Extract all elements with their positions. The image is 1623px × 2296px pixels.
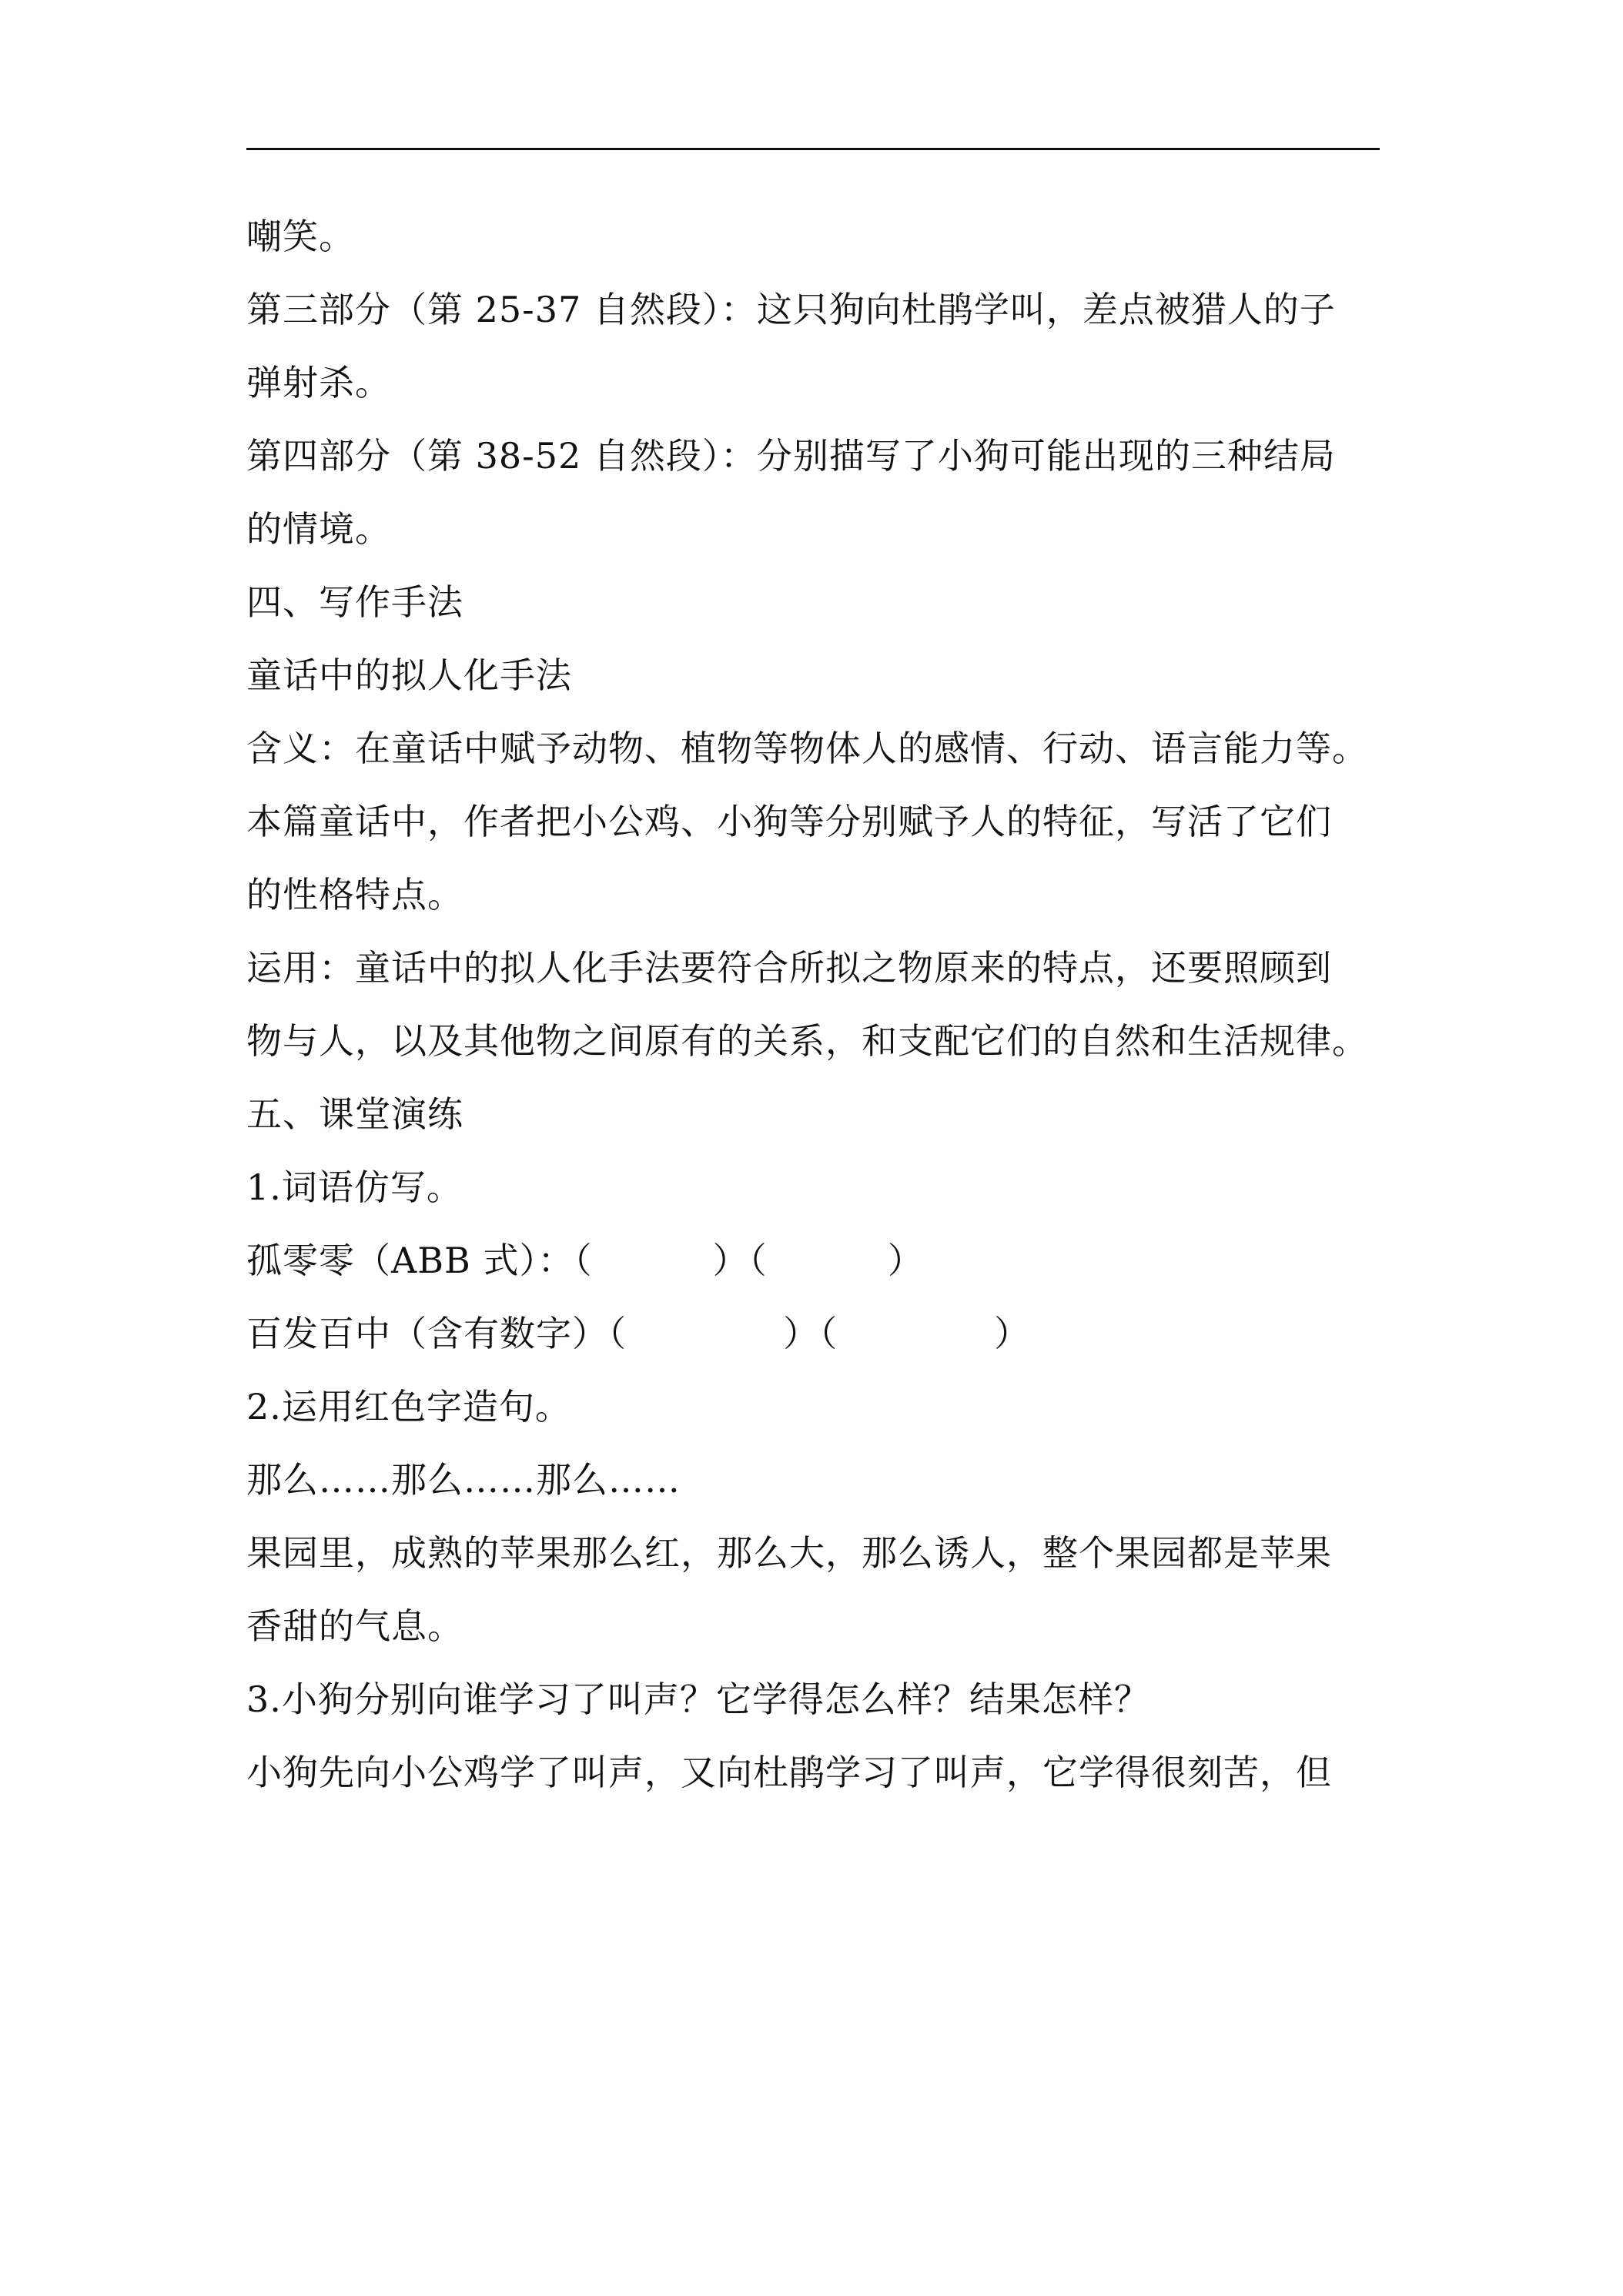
text-line: 物与人，以及其他物之间原有的关系，和支配它们的自然和生活规律。 <box>246 1020 1368 1062</box>
text-line: 运用：童话中的拟人化手法要符合所拟之物原来的特点，还要照顾到 <box>246 947 1332 989</box>
header-rule <box>246 148 1380 150</box>
section-heading: 五、课堂演练 <box>246 1093 463 1135</box>
text-line: 本篇童话中，作者把小公鸡、小狗等分别赋予人的特征，写活了它们 <box>246 801 1332 842</box>
text-line: 那么……那么……那么…… <box>246 1459 681 1501</box>
text-line: 第三部分（第 25-37 自然段）：这只狗向杜鹃学叫，差点被猎人的子 <box>246 289 1336 330</box>
text-line: 果园里，成熟的苹果那么红，那么大，那么诱人，整个果园都是苹果 <box>246 1532 1332 1574</box>
section-heading: 四、写作手法 <box>246 581 463 623</box>
text-line: 嘲笑。 <box>246 216 355 257</box>
document-body <box>246 200 1386 1809</box>
text-line: 香甜的气息。 <box>246 1605 463 1647</box>
fill-in-blank-line: 孤零零（ABB 式）：（ ）（ ） <box>246 1240 924 1281</box>
fill-in-blank-line: 百发百中（含有数字）（ ）（ ） <box>246 1313 1031 1354</box>
text-line: 的情境。 <box>246 508 391 550</box>
text-line: 第四部分（第 38-52 自然段）：分别描写了小狗可能出现的三种结局 <box>246 435 1336 477</box>
text-line: 弹射杀。 <box>246 362 391 403</box>
text-line: 小狗先向小公鸡学了叫声，又向杜鹃学习了叫声，它学得很刻苦，但 <box>246 1752 1332 1793</box>
exercise-item: 2.运用红色字造句。 <box>246 1386 571 1427</box>
text-line: 含义：在童话中赋予动物、植物等物体人的感情、行动、语言能力等。 <box>246 728 1368 769</box>
exercise-item: 3.小狗分别向谁学习了叫声？它学得怎么样？结果怎样？ <box>246 1678 1150 1720</box>
text-line: 的性格特点。 <box>246 874 463 915</box>
exercise-item: 1.词语仿写。 <box>246 1166 463 1208</box>
subheading: 童话中的拟人化手法 <box>246 654 572 696</box>
